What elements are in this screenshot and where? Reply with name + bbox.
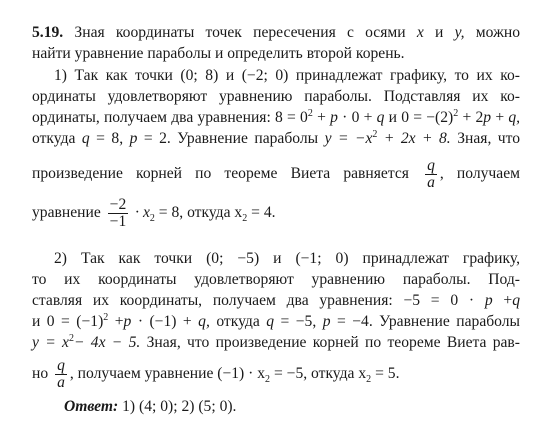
sub-2: 2 — [149, 213, 155, 225]
var-q: q — [266, 313, 275, 330]
var-p: p — [129, 130, 138, 147]
exp-2: 2 — [372, 128, 378, 140]
p1-l3-i: + — [495, 109, 505, 126]
problem-number: 5.19. — [32, 24, 64, 41]
part2-line-2 — [32, 270, 520, 290]
p1-l3-a: ординаты, получаем два уравнения: 8 = 0 — [32, 109, 308, 126]
sub-2: 2 — [242, 213, 248, 225]
part1-line-2-text: ординаты удовлетворяют уравнению параболы. Подставляя их ко- — [32, 88, 520, 105]
frac-num: q — [57, 356, 65, 374]
frac-num: q — [427, 156, 435, 174]
p1-l6-d: = 4. — [251, 204, 276, 221]
var-q: q, — [198, 313, 210, 330]
frac-num: −2 — [109, 195, 127, 213]
var-p: p — [330, 109, 338, 126]
part1-line-2 — [32, 87, 520, 107]
p2-l5-c: Зная, что произведение корней по теореме Виета рав- — [146, 334, 520, 351]
fraction-minus2-over-minus1 — [108, 197, 129, 230]
var-q: q — [376, 109, 385, 126]
var-p: p — [484, 292, 493, 309]
p1-l5-b: , получаем — [439, 165, 520, 182]
p1-l3-d: · 0 + — [342, 109, 373, 126]
p2-l3-a: ставляя их координаты, получаем два уравнения: −5 = 0 · — [32, 292, 475, 309]
p2-l4-a: и 0 = (−1) — [32, 313, 104, 330]
p1-l6-a: уравнение — [32, 204, 101, 221]
p1-l3-g: + 2 — [462, 109, 484, 126]
parabola-eq: y = x — [32, 334, 69, 351]
p1-l4-a: откуда — [32, 130, 76, 147]
statement-line-2-text: найти уравнение параболы и определить второй корень. — [32, 45, 405, 62]
p2-l6-d: = 5. — [375, 365, 400, 382]
p1-l6-b: · x — [135, 204, 150, 221]
p1-l5-a: произведение корней по теореме Виета равняется — [32, 165, 409, 182]
statement-text-end: можно — [475, 24, 520, 41]
var-p: p — [322, 313, 331, 330]
p2-l4-f: откуда — [216, 313, 260, 330]
part1-line-1-text: 1) Так как точки (0; 8) и (−2; 0) принадлежат графику, то их ко- — [54, 67, 520, 84]
part1-line-4 — [32, 129, 520, 149]
var-p: p — [123, 313, 132, 330]
part1-line-5 — [32, 156, 520, 192]
p2-l4-j: = −4. Уравнение параболы — [336, 313, 521, 330]
parabola-eq-tail: − 4x − 5. — [73, 334, 141, 351]
p2-l4-h: = −5, — [280, 313, 317, 330]
p1-l3-f: и 0 = −(2) — [388, 109, 454, 126]
var-q: q, — [508, 109, 521, 126]
p2-l6-b: , получаем уравнение (−1) · x — [69, 365, 266, 382]
part2-line-2-text: то их координаты удовлетворяют уравнению параболы. Под- — [32, 271, 520, 288]
part1-line-6 — [32, 195, 520, 231]
var-y: y, — [454, 24, 465, 41]
statement-line-2 — [32, 44, 520, 64]
p1-l6-c: = 8, откуда x — [158, 204, 243, 221]
part2-line-4 — [32, 312, 520, 332]
answer-label: Ответ: — [64, 398, 119, 415]
var-x: x — [416, 24, 424, 41]
part2-line-3 — [32, 291, 520, 311]
var-q: q — [512, 292, 520, 309]
statement-text: Зная координаты точек пересечения с осями — [74, 24, 406, 41]
answer-text: 1) (4; 0); 2) (5; 0). — [122, 398, 237, 415]
p1-l4-e: = 2. Уравнение параболы — [143, 130, 319, 147]
frac-den: a — [57, 373, 65, 391]
p2-l3-c: + — [503, 292, 513, 309]
parabola-eq-tail: + 2x + 8. — [383, 130, 451, 147]
p1-l4-h: Зная, что — [457, 130, 521, 147]
parabola-eq: y = −x — [324, 130, 373, 147]
part1-line-1 — [54, 66, 520, 86]
p1-l3-b: + — [317, 109, 326, 126]
fraction-q-over-a — [55, 358, 67, 391]
part2-line-5 — [32, 333, 520, 353]
fraction-q-over-a — [425, 158, 437, 191]
part1-line-3 — [32, 108, 520, 128]
part2-line-6 — [32, 356, 520, 392]
part2-line-1-text: 2) Так как точки (0; −5) и (−1; 0) принадлежат графику, — [54, 250, 520, 267]
var-q: q — [81, 130, 90, 147]
frac-den: a — [427, 173, 435, 191]
p2-l4-b: + — [114, 313, 124, 330]
exp-2: 2 — [68, 332, 74, 344]
p2-l4-d: · (−1) + — [137, 313, 192, 330]
problem-heading-line — [32, 23, 520, 43]
exp-2: 2 — [453, 107, 459, 119]
conj-and: и — [435, 24, 444, 41]
p1-l4-c: = 8, — [96, 130, 124, 147]
frac-den: −1 — [109, 212, 127, 230]
p2-l6-c: = −5, откуда x — [273, 365, 367, 382]
exp-2: 2 — [307, 107, 313, 119]
answer-line — [64, 397, 520, 417]
sub-2: 2 — [265, 374, 271, 386]
p2-l6-a: но — [32, 365, 49, 382]
sub-2: 2 — [366, 374, 372, 386]
exp-2: 2 — [103, 311, 109, 323]
var-p: p — [483, 109, 492, 126]
part2-line-1 — [54, 249, 520, 269]
